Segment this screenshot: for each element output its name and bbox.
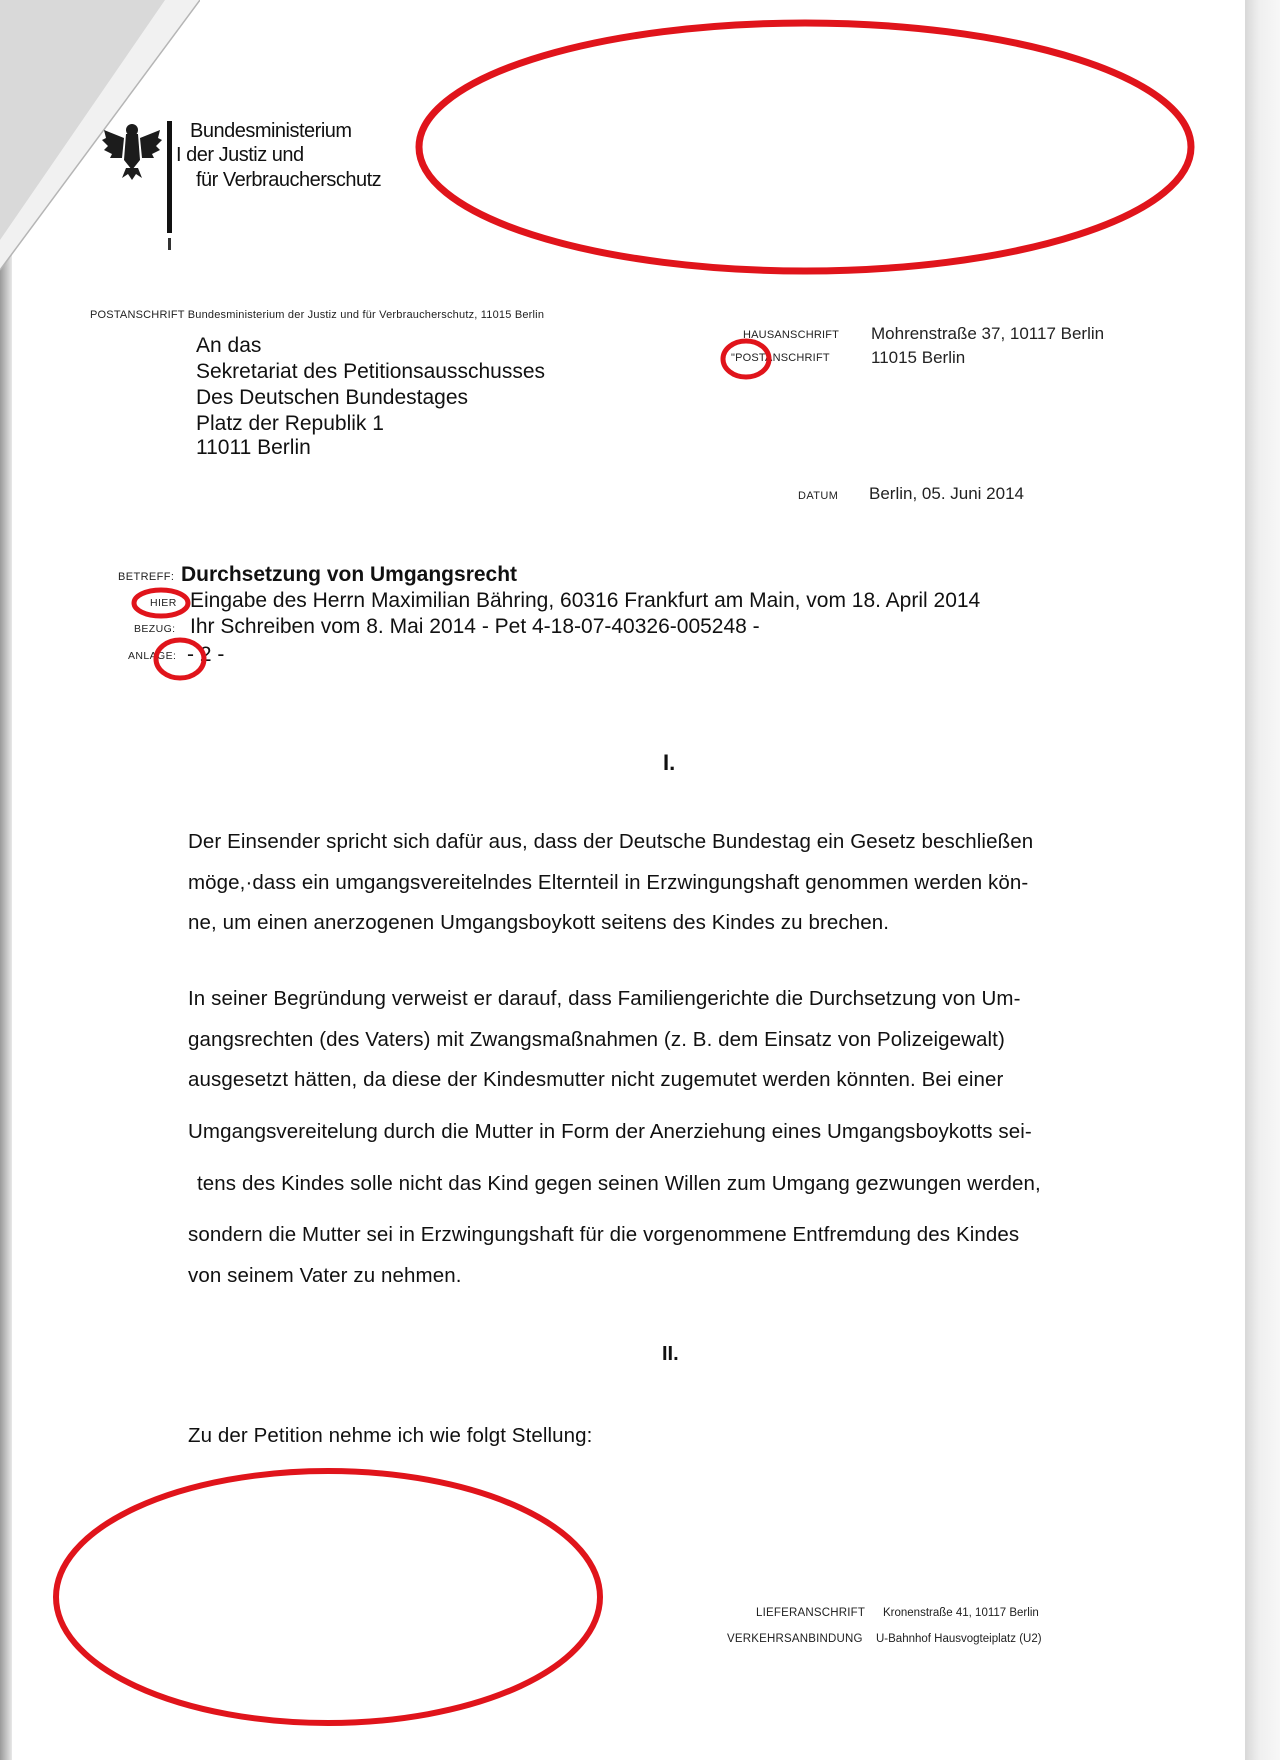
betreff-label: BETREFF:	[118, 571, 175, 583]
section-1-p1-line1: Der Einsender spricht sich dafür aus, dass der Deutsche Bundestag ein Gesetz beschließen	[188, 830, 1034, 853]
bezug-label: BEZUG:	[134, 623, 176, 635]
recipient-line1: An das	[196, 334, 262, 357]
ministry-name-line1: Bundesministerium	[190, 120, 352, 142]
section-2-heading: II.	[662, 1343, 679, 1365]
logo-mark	[168, 238, 171, 250]
datum-value: Berlin, 05. Juni 2014	[869, 484, 1024, 503]
scan-right-edge	[1245, 0, 1280, 1760]
section-1-p1-line2: möge,·dass ein umgangsvereitelndes Elternteil in Erzwingungshaft genommen werden kön-	[188, 871, 1029, 894]
section-2-intro: Zu der Petition nehme ich wie folgt Stellung:	[188, 1424, 593, 1447]
verkehrsanbindung-label: VERKEHRSANBINDUNG	[727, 1633, 863, 1645]
lieferanschrift-label: LIEFERANSCHRIFT	[756, 1607, 866, 1619]
hier-label: HIER	[150, 597, 177, 609]
recipient-line5: 11011 Berlin	[196, 436, 311, 459]
anlage-value: - 2 -	[187, 643, 225, 666]
redaction-circle-hier	[130, 586, 192, 620]
betreff-value: Durchsetzung von Umgangsrecht	[181, 563, 518, 586]
postanschrift-line: POSTANSCHRIFT Bundesministerium der Justiz und für Verbraucherschutz, 11015 Berlin	[90, 309, 545, 321]
postanschrift-value: 11015 Berlin	[871, 348, 966, 367]
hier-value: Eingabe des Herrn Maximilian Bähring, 60316 Frankfurt am Main, vom 18. April 2014	[190, 589, 981, 612]
postanschrift-label: "POSTANSCHRIFT	[731, 352, 830, 364]
recipient-line4: Platz der Republik 1	[196, 412, 384, 435]
redaction-circle-postanschrift	[718, 336, 778, 382]
section-1-heading: I.	[663, 750, 676, 775]
section-1-p2-line7: von seinem Vater zu nehmen.	[188, 1264, 462, 1287]
redaction-ellipse-bottom	[40, 1455, 620, 1740]
datum-label: DATUM	[798, 490, 839, 502]
ministry-name-line2: I der Justiz und	[176, 144, 304, 166]
section-1-p2-line3: ausgesetzt hätten, da diese der Kindesmutter nicht zugemutet werden könnten. Bei einer	[188, 1068, 1004, 1091]
section-1-p2-line5: tens des Kindes solle nicht das Kind gegen seinen Willen zum Umgang gezwungen werden,	[197, 1172, 1041, 1195]
section-1-p2-line4: Umgangsvereitelung durch die Mutter in Form der Anerziehung eines Umgangsboykotts sei-	[188, 1120, 1032, 1143]
redaction-circle-anlage	[150, 634, 210, 684]
section-1-p1-line3: ne, um einen anerzogenen Umgangsboykott seitens des Kindes zu brechen.	[188, 911, 890, 934]
section-1-p2-line1: In seiner Begründung verweist er darauf, dass Familiengerichte die Durchsetzung von Um-	[188, 987, 1021, 1010]
federal-eagle-icon	[102, 120, 162, 182]
hausanschrift-value: Mohrenstraße 37, 10117 Berlin	[871, 324, 1105, 343]
section-1-p2-line6: sondern die Mutter sei in Erzwingungshaft für die vorgenommene Entfremdung des Kindes	[188, 1223, 1020, 1246]
bezug-value: Ihr Schreiben vom 8. Mai 2014 - Pet 4-18-07-40326-005248 -	[190, 615, 760, 638]
recipient-line3: Des Deutschen Bundestages	[196, 386, 469, 409]
hausanschrift-label: HAUSANSCHRIFT	[743, 329, 840, 341]
verkehrsanbindung-value: U-Bahnhof Hausvogteiplatz (U2)	[876, 1633, 1042, 1645]
section-1-p2-line2: gangsrechten (des Vaters) mit Zwangsmaßnahmen (z. B. dem Einsatz von Polizeigewalt)	[188, 1028, 1005, 1051]
anlage-label: ANLAGE:	[128, 650, 177, 662]
recipient-line2: Sekretariat des Petitionsausschusses	[196, 360, 546, 383]
redaction-ellipse-top	[410, 10, 1210, 290]
logo-divider-bar	[167, 121, 172, 233]
lieferanschrift-value: Kronenstraße 41, 10117 Berlin	[883, 1607, 1039, 1619]
ministry-name-line3: für Verbraucherschutz	[196, 169, 382, 191]
